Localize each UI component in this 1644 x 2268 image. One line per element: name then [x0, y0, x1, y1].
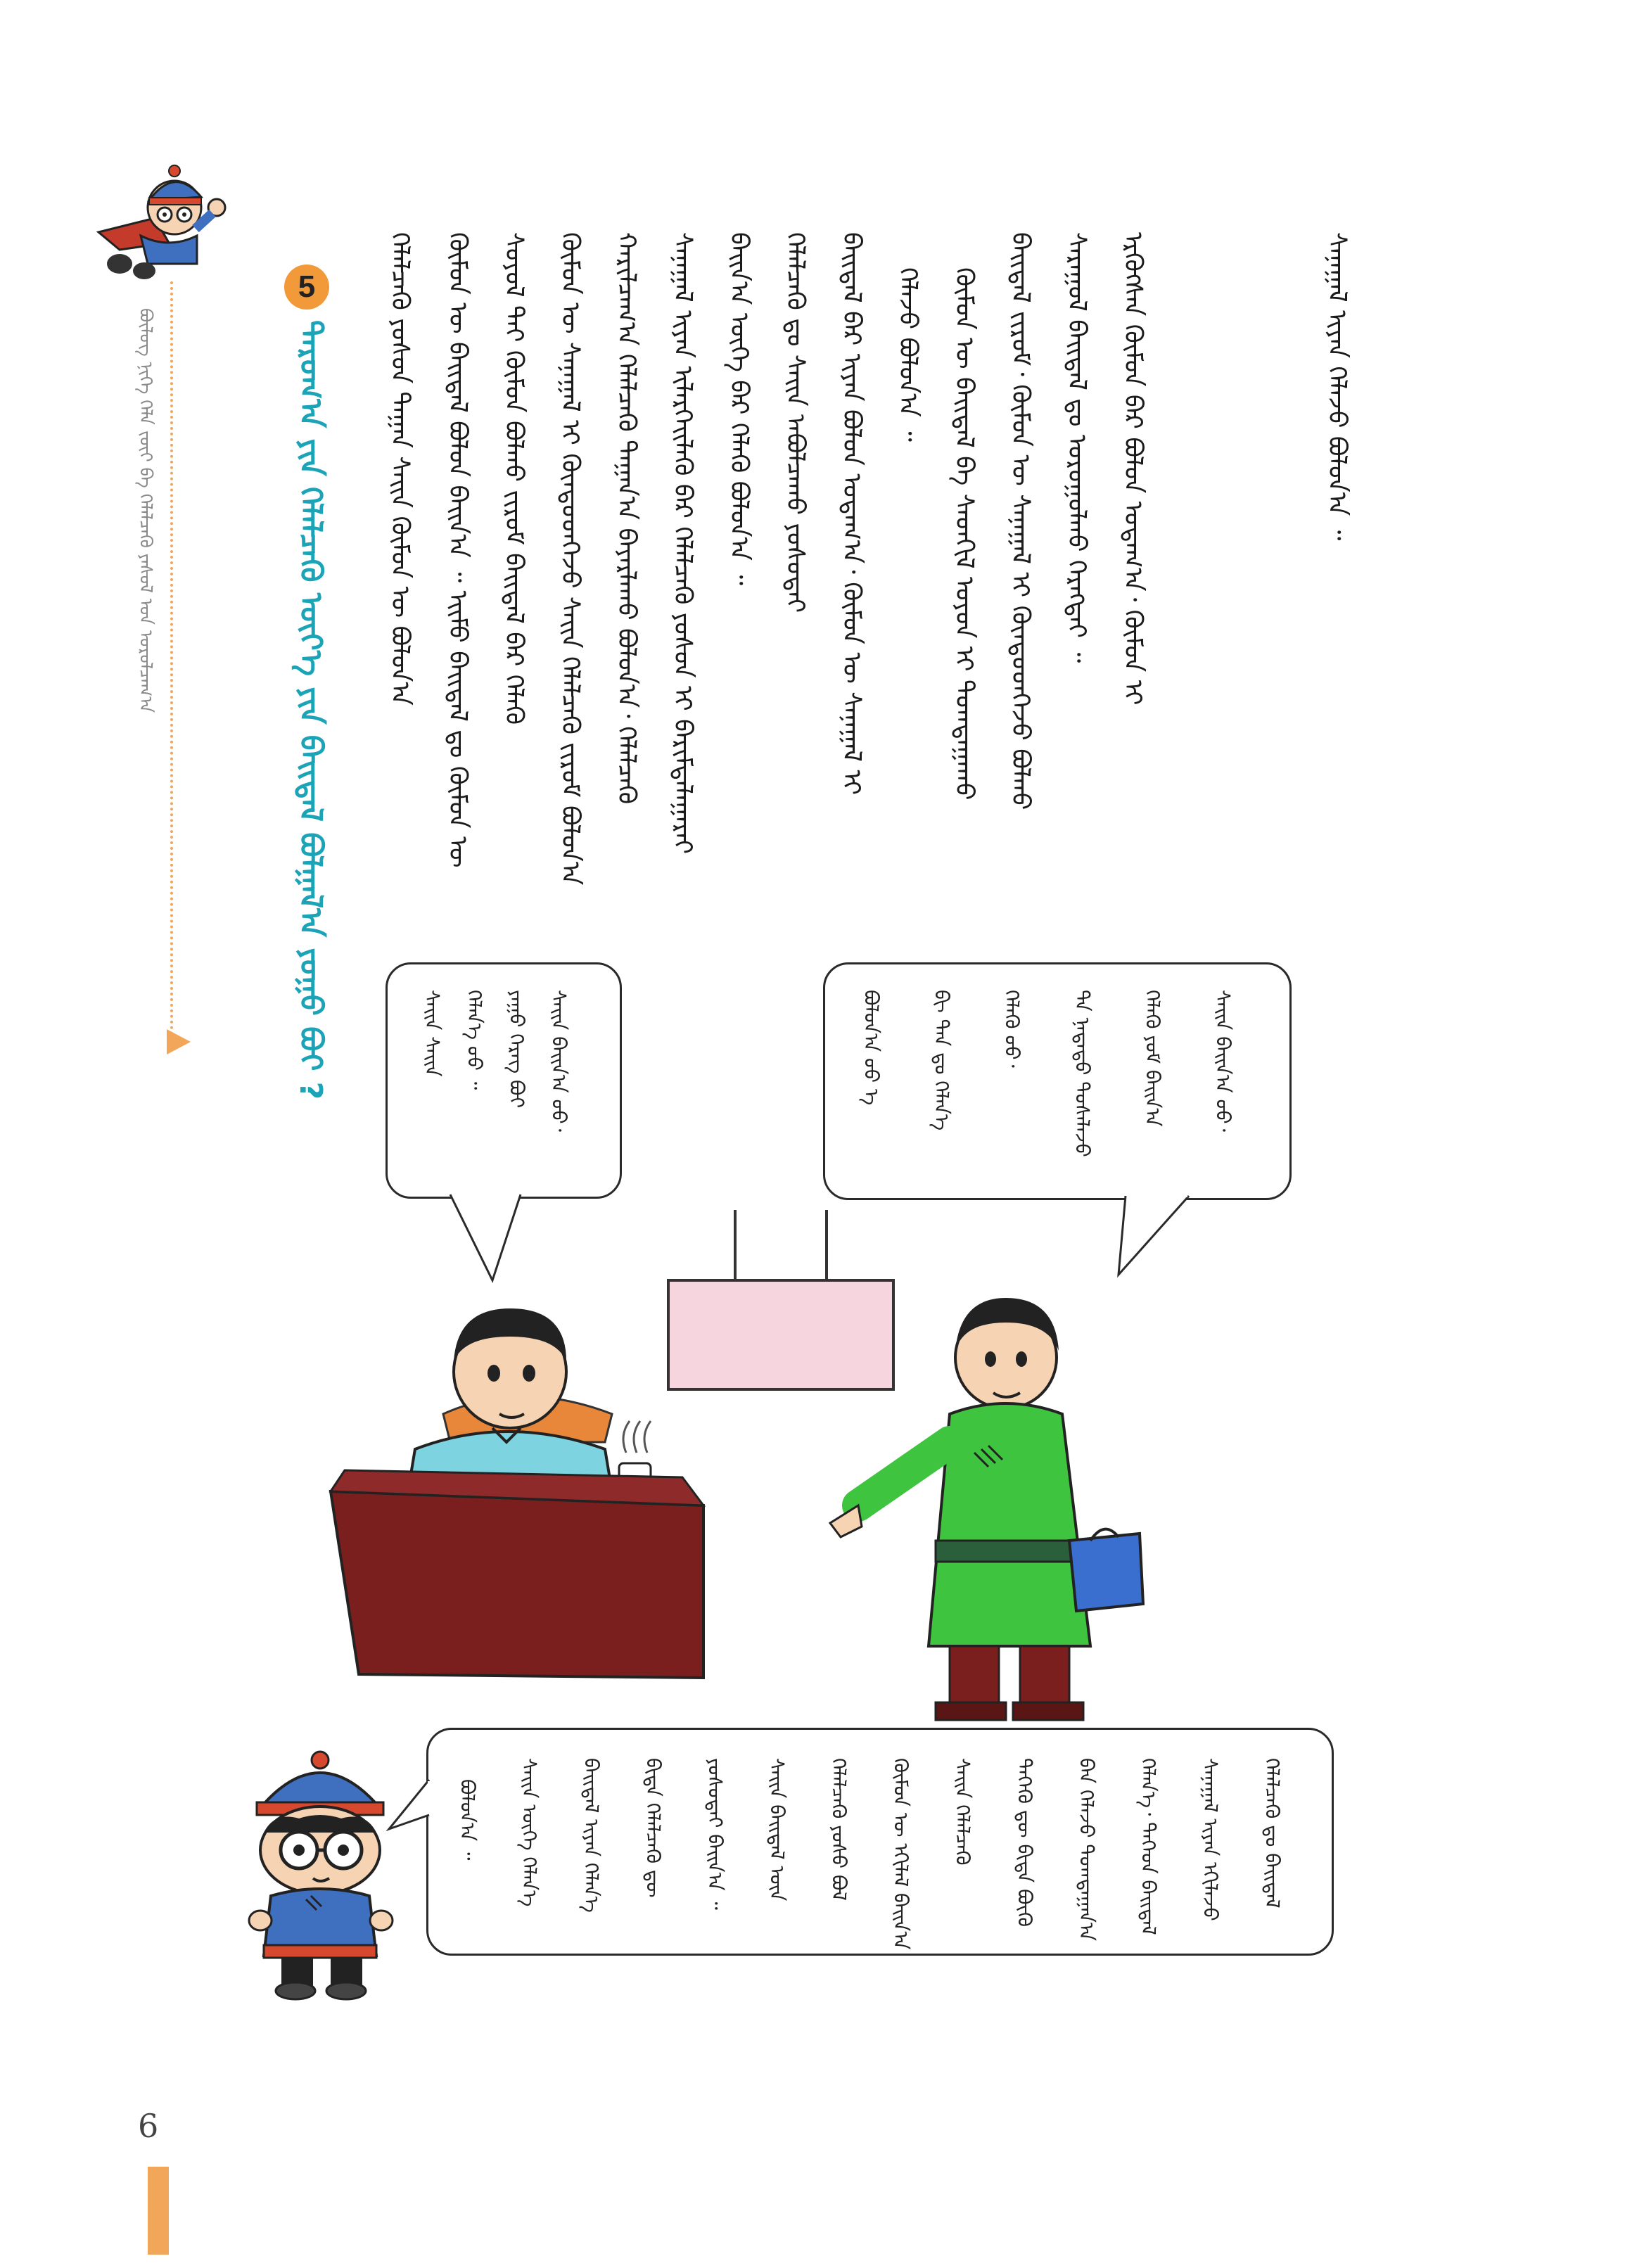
bubble-text-line: ᠶᠤᠰᠤᠲᠠᠢ ᠪᠠᠢᠨ᠎ᠠ ᠃: [703, 1758, 727, 1910]
bubble-text-line: ᠰᠠᠢᠨ ᠦᠭᠡ ᠬᠡᠯᠡᠨ᠎ᠡ: [518, 1758, 541, 1907]
bubble-text-line: ᠪᠢᠳᠡ ᠬᠡᠯᠡᠯᠴᠡᠬᠦ ᠳᠦ: [642, 1758, 665, 1898]
bubble-text-line: ᠬᠡᠯᠡᠯᠴᠡᠬᠦ ᠶᠤᠰᠤ ᠪᠣᠯ: [827, 1758, 850, 1901]
body-column: ᠪᠠᠢᠳᠠᠯ ᠪᠠᠷ ᠢᠶᠠᠨ ᠪᠤᠯᠤᠨ ᠤᠳᠠᠭ᠎ᠠ᠂ ᠬᠦᠮᠦᠨ ᠦ ᠰᠠᠨᠠᠭᠠᠯ ᠢ: [837, 232, 866, 796]
bubble-text-line: ᠰᠠᠢᠨ ᠪᠠᠢᠨ᠎ᠠ ᠤᠤ᠂: [1211, 990, 1235, 1132]
boy-with-glasses-illustration: [232, 1745, 408, 2005]
body-column: ᠰᠠᠨᠠᠭᠠᠯ ᠢᠶᠠᠨ ᠬᠡᠯᠡᠵᠦ ᠪᠣᠯᠤᠨ᠎ᠠ ᠃: [1323, 232, 1351, 541]
body-column: ᠬᠦᠮᠦᠨ ᠦ ᠪᠠᠢᠳᠠᠯ ᠪᠠ ᠰᠡᠳᠬᠢᠯ ᠣᠶᠤᠨ ᠢ ᠲᠣᠭᠲᠠᠭᠠᠬᠤ: [950, 267, 979, 801]
bubble-text-line: ᠬᠡᠯᠡᠯᠴᠡᠬᠦ ᠳᠤ ᠪᠠᠢᠳᠠᠯ: [1261, 1758, 1284, 1909]
body-column: ᠰᠠᠨᠠᠭᠠᠯ ᠢᠶᠠᠨ ᠢᠯᠡᠷᠬᠡᠢᠯᠡᠬᠦ ᠪᠡᠷ ᠬᠡᠯᠡᠯᠴᠡᠬᠦ ᠶᠤᠰᠤᠨ ᠢ ᠪᠠᠷᠢᠮᠲᠠᠯᠠᠭᠠᠷᠠᠢ: [668, 232, 697, 855]
bubble-text-line: ᠬᠡᠯᠡᠬᠦ ᠶᠤᠮ ᠪᠠᠢᠨ᠎ᠠ: [1141, 990, 1164, 1127]
page-number: 6: [138, 2107, 159, 2145]
bubble-text-line: ᠬᠡᠯᠡᠨ᠎ᠡ ᠦᠦ ᠃: [463, 990, 486, 1090]
bubble-text-line: ᠰᠠᠢᠨ ᠪᠠᠢᠨ᠎ᠠ ᠤᠤ᠂: [547, 990, 571, 1132]
office-scene-illustration: [274, 1210, 1175, 1745]
section-number-badge: 5: [284, 265, 329, 310]
body-column: ᠪᠠᠢᠳᠠᠯ ᠵᠢᠷᠤᠮ᠂ ᠬᠦᠮᠦᠨ ᠦ ᠰᠠᠨᠠᠭᠠᠯ ᠢ ᠬᠦᠨᠳᠦᠳᠬᠡᠵᠦ ᠪᠣᠯᠬᠤ: [1006, 232, 1035, 810]
section-title: ᠳᠠᠷᠤᠭ᠎ᠠ ᠶᠢᠨ ᠬᠡᠯᠡᠯᠴᠡᠬᠦ ᠦᠶ᠎ᠡ ᠶᠢᠨ ᠪᠠᠢᠳᠠᠯ ᠪᠣᠯᠭᠠᠯ᠎ᠠ ᠶᠤᠭᠤ ᠪᠤᠢ ?: [293, 320, 329, 1100]
bubble-text-line: ᠬᠡᠯᠡᠬᠦ ᠦᠦ᠂: [1000, 990, 1024, 1068]
bubble-text-line: ᠪᠢ ᠲᠠᠨ ᠳᠤ ᠬᠡᠯᠡᠨ᠎ᠡ: [930, 990, 953, 1131]
header-dotted-rule: [170, 281, 173, 1041]
speech-bubble-standing-man: [823, 962, 1292, 1200]
arrow-triangle-icon: [167, 1029, 191, 1055]
bubble-text-line: ᠪᠣᠯᠤᠨ᠎ᠠ ᠃: [456, 1779, 479, 1861]
body-column: ᠪᠠᠢᠨ᠎ᠠ ᠦᠭᠡ ᠪᠡᠷ ᠬᠡᠯᠡᠬᠦ ᠪᠣᠯᠤᠨ᠎ᠠ ᠃: [725, 232, 753, 586]
bubble-text-line: ᠪᠠᠨ ᠬᠡᠯᠡᠵᠦ ᠲᠣᠭᠲᠠᠭᠠᠨ᠎ᠠ: [1075, 1758, 1098, 1942]
bubble-text-line: ᠰᠠᠨᠠᠭᠠᠯ ᠢᠶᠠᠨ ᠡᠬᠢᠯᠡᠵᠦ: [1199, 1758, 1222, 1921]
bubble-text-line: ᠰᠠᠢᠨ ᠰᠠᠢᠨ: [421, 990, 444, 1077]
body-column: ᠬᠡᠯᠡᠯᠴᠡᠬᠦ ᠳᠤ ᠰᠠᠢᠨ ᠠᠪᠤᠯᠴᠠᠬᠤ ᠶᠤᠰᠤᠲᠠᠢ: [781, 232, 810, 613]
bubble-text-line: ᠪᠠᠢᠳᠠᠯ ᠢᠶᠠᠨ ᠬᠡᠯᠡᠨ᠎ᠡ: [580, 1758, 603, 1913]
body-column: ᠬᠦᠮᠦᠨ ᠦ ᠰᠠᠨᠠᠭᠠᠯ ᠢ ᠬᠦᠨᠳᠦᠳᠬᠡᠵᠦ ᠰᠠᠢᠨ ᠬᠡᠯᠡᠯᠴᠡᠬᠦ ᠵᠢᠷᠤᠮ ᠪᠣᠯᠤᠨ᠎ᠠ: [556, 232, 585, 886]
body-column: ᠬᠠᠷᠢᠯᠴᠠᠭ᠎ᠠ ᠬᠡᠯᠡᠯᠴᠡᠬᠦ ᠳᠠᠭᠠᠨ᠎ᠠ ᠪᠠᠶᠠᠷᠯᠠᠬᠤ ᠪᠣᠯᠤᠨ᠎ᠠ᠂ ᠬᠡᠯᠡᠯᠴᠡᠬᠦ: [612, 232, 641, 805]
bubble-text-line: ᠬᠦᠮᠦᠨ ᠦ ᠡᠬᠢᠯᠡᠯ ᠪᠠᠢᠨ᠎ᠠ: [889, 1758, 912, 1950]
bubble-text-line: ᠰᠠᠢᠨ ᠬᠡᠯᠡᠯᠴᠡᠬᠦ: [951, 1758, 974, 1866]
bubble-text-line: ᠲᠠ ᠨᠠᠳᠠᠳᠤ ᠲᠤᠰᠠᠯᠠᠵᠤ: [1071, 990, 1094, 1157]
page-accent-bar: [148, 2167, 169, 2255]
body-column: ᠰᠣᠶᠣᠯ ᠲᠠᠢ ᠬᠦᠮᠦᠨ ᠪᠣᠯᠬᠤ ᠵᠢᠷᠤᠮ ᠪᠠᠢᠳᠠᠯ ᠪᠠᠷ ᠬᠡᠯᠡᠬᠦ: [499, 232, 528, 725]
speech-bubble-boy: [426, 1728, 1334, 1956]
body-column: ᠬᠦᠮᠦᠨ ᠦ ᠪᠠᠢᠳᠠᠯ ᠪᠣᠯᠤᠨ ᠪᠠᠢᠨ᠎ᠠ ᠃ ᠡᠢᠮᠦ ᠪᠠᠢᠳᠠᠯ ᠳᠤ ᠬᠦᠮᠦᠨ ᠦ: [443, 232, 472, 868]
bubble-text-line: ᠪᠣᠯᠤᠨ᠎ᠠ ᠤᠤ ᠡ: [860, 990, 883, 1106]
bubble-text-line: ᠶᠠᠭᠤ ᠬᠡᠷᠡᠭ ᠪᠤᠢ: [505, 990, 528, 1109]
bubble-text-line: ᠬᠡᠯᠡᠨ᠎ᠡ᠂ ᠲᠡᠭᠡᠳ ᠪᠠᠢᠳᠠᠯ: [1137, 1758, 1160, 1935]
flying-boy-illustration: [91, 158, 232, 285]
speech-bubble-seated-man: [385, 962, 622, 1199]
body-column: ᠡᠷᠭᠦᠭᠰᠡᠨ ᠬᠥᠮᠦᠨ ᠪᠠᠷ ᠪᠤᠯᠤᠨ ᠤᠳᠠᠭ᠎ᠠ᠂ ᠬᠦᠮᠦᠨ ᠢ: [1119, 232, 1147, 706]
bubble-text-line: ᠰᠠᠢᠨ ᠪᠠᠢᠳᠠᠯ ᠦᠨ: [765, 1758, 789, 1901]
running-head: ᠪᠦᠯᠦᠭ ᠨᠢᠭᠡ ᠬᠡᠯᠡ ᠵᠦᠢ ᠪᠠ ᠬᠡᠯᠡᠯᠴᠡᠬᠦ ᠶᠠᠰᠤᠯ ᠤᠨ ᠤᠷᠤᠯᠴᠠᠭ᠎ᠠ: [136, 308, 156, 713]
body-column: ᠬᠡᠯᠡᠵᠦ ᠪᠣᠯᠤᠨ᠎ᠠ ᠃: [893, 267, 922, 442]
bubble-text-line: ᠲᠡᠭᠡᠬᠦ ᠳᠦ ᠪᠢᠳᠡ ᠪᠦᠬᠦ: [1013, 1758, 1036, 1928]
body-column: ᠰᠠᠷᠠᠭᠤᠯ ᠪᠠᠢᠳᠠᠯ ᠳᠤ ᠣᠷᠤᠭᠤᠯᠬᠤ ᠬᠡᠷᠡᠭᠲᠡᠢ ᠃: [1062, 232, 1091, 663]
body-column: ᠬᠡᠯᠡᠯᠴᠡᠬᠦ ᠶᠤᠰᠤᠨ ᠳᠠᠭᠠᠨ ᠰᠠᠢᠨ ᠬᠦᠮᠦᠨ ᠦ ᠪᠣᠯᠤᠨ᠎ᠠ: [385, 232, 414, 706]
